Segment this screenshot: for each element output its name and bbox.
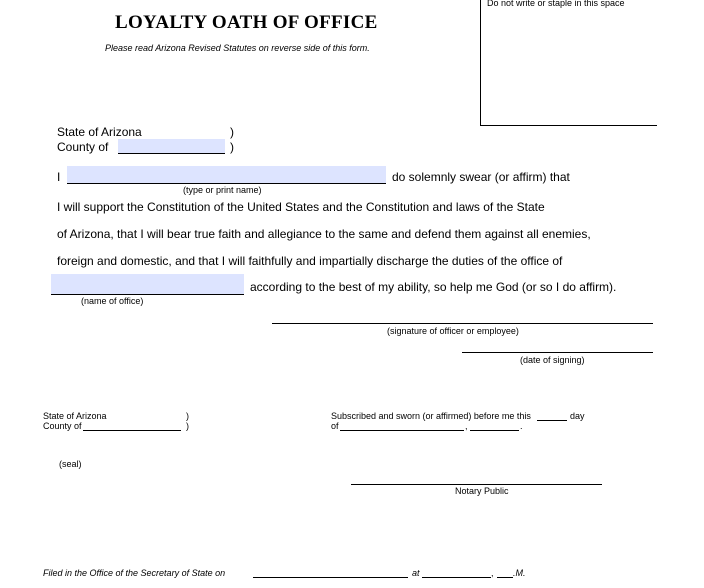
date-signing-caption: (date of signing): [520, 355, 585, 365]
filed-date-line[interactable]: [253, 577, 408, 578]
closing-text: according to the best of my ability, so help me God (or so I do affirm).: [250, 280, 617, 294]
at-label: at: [412, 568, 420, 578]
notary-signature-line[interactable]: [351, 484, 602, 485]
seal-label: (seal): [59, 459, 82, 469]
oath-line-2: of Arizona, that I will bear true faith and allegiance to the same and defend them against all enemies,: [57, 227, 591, 241]
notary-county-label: County of: [43, 421, 82, 431]
county-paren: ): [230, 140, 234, 154]
state-label: State of Arizona: [57, 125, 142, 139]
swear-text: do solemnly swear (or affirm) that: [392, 170, 570, 184]
office-field[interactable]: [51, 274, 244, 295]
form-title: LOYALTY OATH OF OFFICE: [115, 12, 378, 33]
notary-county-paren: ): [186, 421, 189, 431]
subscribed-text: Subscribed and sworn (or affirmed) before me this: [331, 411, 531, 421]
notary-state-paren: ): [186, 411, 189, 421]
meridiem-label: .M.: [513, 568, 526, 578]
date-signing-line[interactable]: [462, 352, 653, 353]
officer-signature-line[interactable]: [272, 323, 653, 324]
time-comma: ,: [491, 568, 494, 578]
oath-line-1: I will support the Constitution of the United States and the Constitution and laws of the State: [57, 200, 545, 214]
filed-text: Filed in the Office of the Secretary of State on: [43, 568, 226, 578]
year-period: .: [520, 421, 523, 431]
month-line[interactable]: [340, 430, 464, 431]
oath-line-3: foreign and domestic, and that I will faithfully and impartially discharge the duties of the office of: [57, 254, 563, 268]
oath-i-label: I: [57, 170, 61, 184]
name-caption: (type or print name): [183, 185, 262, 195]
filed-time-line[interactable]: [422, 577, 491, 578]
form-instructions: Please read Arizona Revised Statutes on reverse side of this form.: [105, 43, 370, 53]
day-line[interactable]: [537, 420, 567, 421]
office-caption: (name of office): [81, 296, 144, 306]
meridiem-line[interactable]: [497, 577, 513, 578]
officer-signature-caption: (signature of officer or employee): [387, 326, 519, 336]
reserved-box: [480, 0, 657, 126]
county-label: County of: [57, 140, 109, 154]
month-comma: ,: [465, 421, 468, 431]
year-line[interactable]: [470, 430, 519, 431]
of-label: of: [331, 421, 339, 431]
notary-state-label: State of Arizona: [43, 411, 107, 421]
notary-caption: Notary Public: [455, 486, 509, 496]
reserved-box-note: Do not write or staple in this space: [487, 0, 625, 8]
county-field[interactable]: [118, 139, 225, 154]
day-label: day: [570, 411, 585, 421]
name-field[interactable]: [67, 166, 386, 184]
state-paren: ): [230, 125, 234, 139]
notary-county-line[interactable]: [83, 430, 181, 431]
